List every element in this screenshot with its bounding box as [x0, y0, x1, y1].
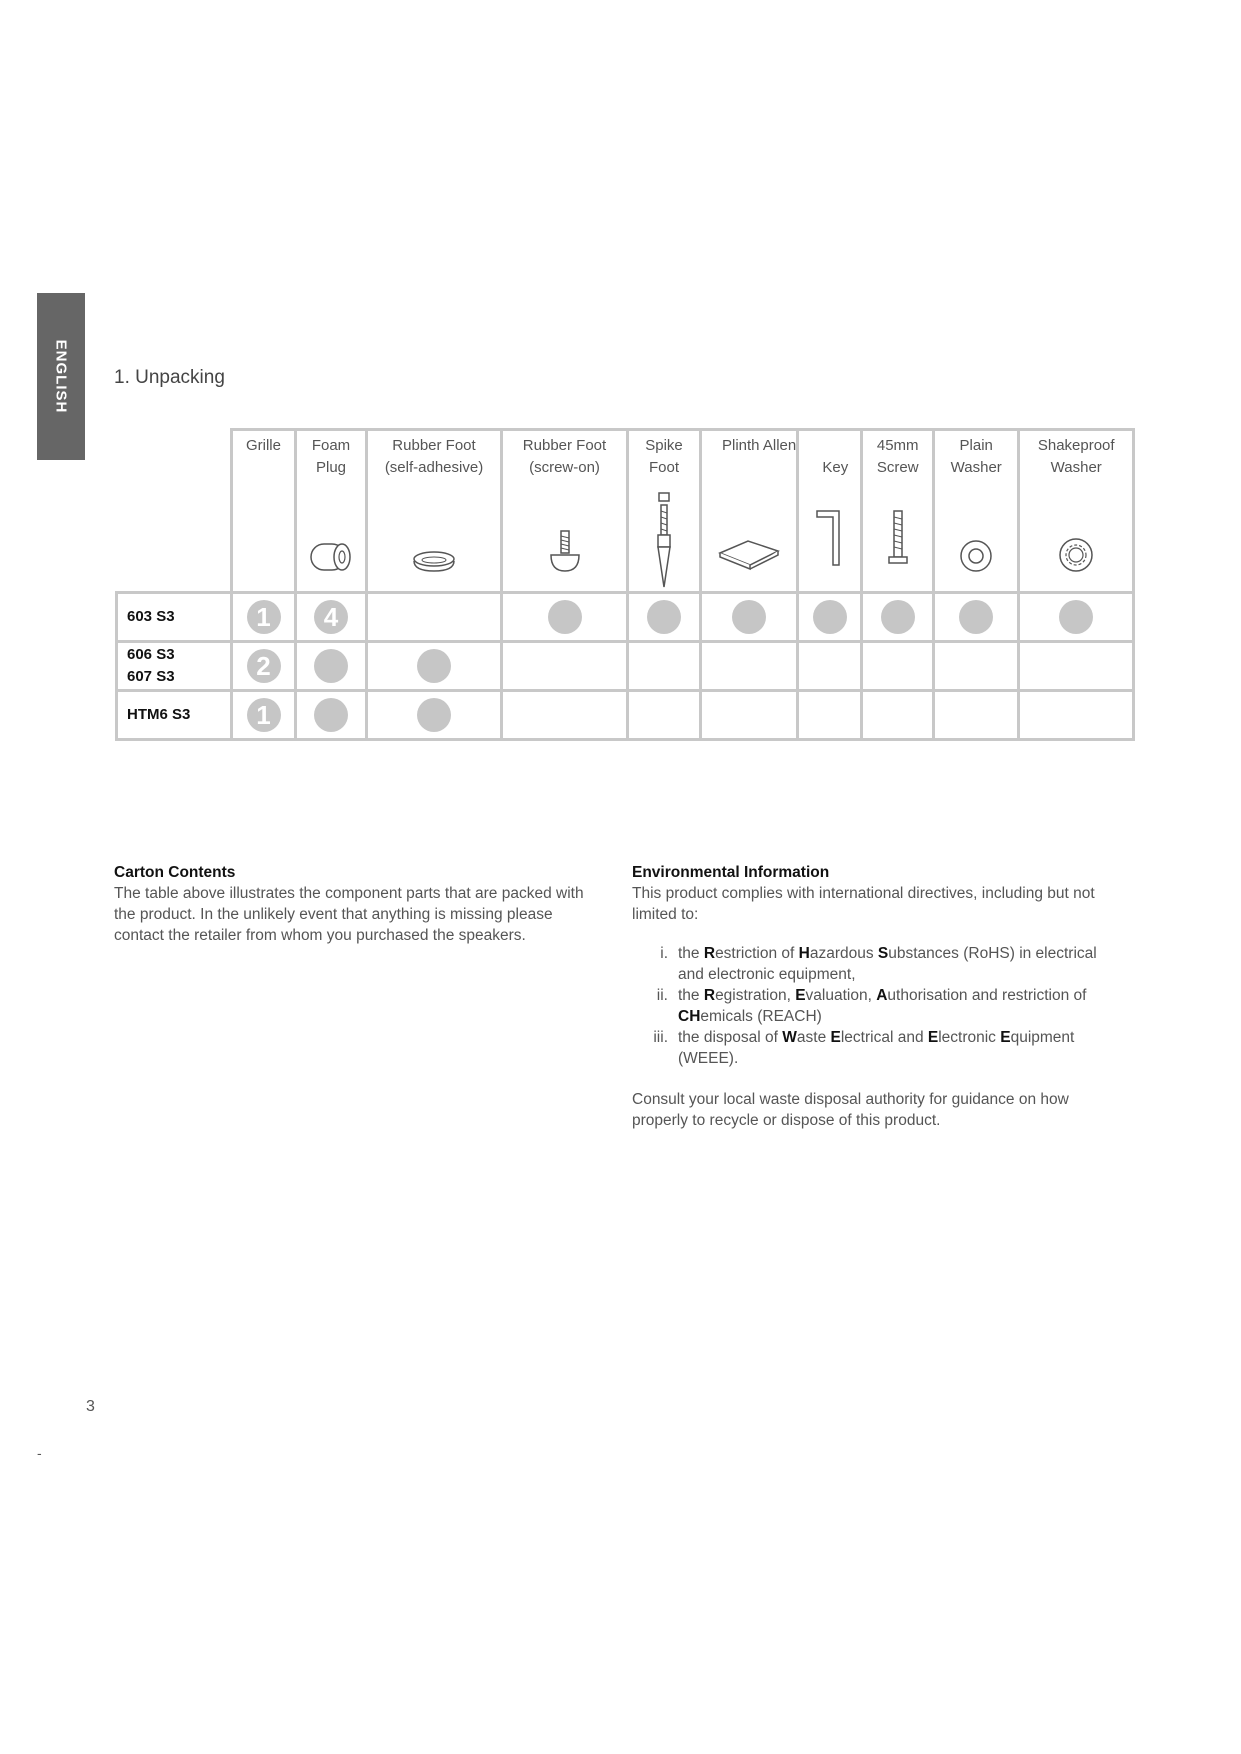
table-row	[117, 691, 1134, 740]
model-cell: 606 S3 607 S3	[117, 642, 232, 691]
allen-key-icon	[799, 507, 860, 567]
header-spike-foot: Spike Foot	[628, 430, 701, 593]
shakeproof-washer-icon	[1020, 537, 1132, 573]
language-tab	[37, 293, 85, 460]
rubber-foot-icon	[368, 549, 500, 573]
model-cell: 603 S3	[117, 593, 232, 642]
cell-rubber-foot-adhesive	[367, 593, 502, 642]
foam-count: 4	[296, 593, 367, 642]
header-grille: Grille	[232, 430, 296, 593]
list-item: ii. the Registration, Evaluation, Authorisation and restriction of CHemicals (REACH)	[656, 987, 1087, 1025]
included-marker	[417, 698, 451, 732]
included-marker	[732, 600, 766, 634]
header-rubber-foot-adhesive: Rubber Foot (self-adhesive)	[367, 430, 502, 593]
cell-screw	[862, 593, 934, 642]
page-number: 3	[86, 1398, 95, 1415]
grille-count: 1	[232, 691, 296, 740]
included-marker	[647, 600, 681, 634]
model-cell: HTM6 S3	[117, 691, 232, 740]
environmental-heading: Environmental Information	[632, 864, 830, 881]
environmental-intro: This product complies with international directives, including but not limited to:	[632, 885, 1095, 923]
spike-foot-icon	[629, 491, 699, 589]
screw-on-foot-icon	[503, 529, 626, 573]
included-marker	[959, 600, 993, 634]
included-marker	[1059, 600, 1093, 634]
language-tab-label: ENGLISH	[52, 339, 70, 414]
cell-plain-washer	[934, 593, 1019, 642]
section-title: 1. Unpacking	[114, 367, 225, 388]
table-header-row	[117, 430, 1134, 593]
header-screw: 45mm Screw	[862, 430, 934, 593]
grille-count: 2	[232, 642, 296, 691]
table-row	[117, 593, 1134, 642]
list-item: iii. the disposal of Waste Electrical and Electronic Equipment (WEEE).	[653, 1029, 1075, 1067]
list-item: i. the Restriction of Hazardous Substances (RoHS) in electrical and electronic equipment,	[660, 945, 1097, 983]
cell-shakeproof-washer	[1019, 593, 1134, 642]
footer-mark: -	[37, 1445, 42, 1461]
directives-list	[632, 943, 1122, 1069]
plinth-icon	[702, 537, 796, 573]
directive-reach: the Registration, Evaluation, Authorisation and restriction of CHemicals (REACH)	[678, 987, 1087, 1025]
included-marker	[314, 649, 348, 683]
carton-contents-heading: Carton Contents	[114, 864, 236, 881]
parts-table	[115, 428, 1135, 741]
plain-washer-icon	[935, 539, 1017, 573]
header-foam-plug: Foam Plug	[296, 430, 367, 593]
cell-rubber-foot-adhesive	[367, 691, 502, 740]
directive-rohs: the Restriction of Hazardous Substances (RoHS) in electrical and electronic equipment,	[678, 945, 1097, 983]
included-marker	[314, 698, 348, 732]
grille-count: 1	[232, 593, 296, 642]
cell-allen-key	[798, 593, 862, 642]
cell-rubber-foot-adhesive	[367, 642, 502, 691]
included-marker	[417, 649, 451, 683]
environmental-section	[632, 862, 1122, 1131]
included-marker	[881, 600, 915, 634]
header-plinth: Plinth Allen	[701, 430, 798, 593]
foam-plug-icon	[297, 541, 365, 573]
header-shakeproof-washer: Shakeproof Washer	[1019, 430, 1134, 593]
header-allen-key: Key	[798, 430, 862, 593]
header-rubber-foot-screw-on: Rubber Foot (screw-on)	[502, 430, 628, 593]
directive-weee: the disposal of Waste Electrical and Electronic Equipment (WEEE).	[678, 1029, 1075, 1067]
environmental-outro: Consult your local waste disposal authority for guidance on how properly to recycle or dispose of this product.	[632, 1091, 1069, 1129]
cell-plinth	[701, 593, 798, 642]
cell-spike-foot	[628, 593, 701, 642]
screw-icon	[863, 509, 932, 565]
foam-count	[296, 642, 367, 691]
included-marker	[548, 600, 582, 634]
carton-contents-body: The table above illustrates the component parts that are packed with the product. In the unlikely event that anything is missing please contact the retailer from whom you purchased the speakers.	[114, 885, 584, 944]
table-row	[117, 642, 1134, 691]
carton-contents-section	[114, 862, 604, 946]
cell-rubber-foot-screw	[502, 593, 628, 642]
header-plain-washer: Plain Washer	[934, 430, 1019, 593]
included-marker	[813, 600, 847, 634]
foam-count	[296, 691, 367, 740]
